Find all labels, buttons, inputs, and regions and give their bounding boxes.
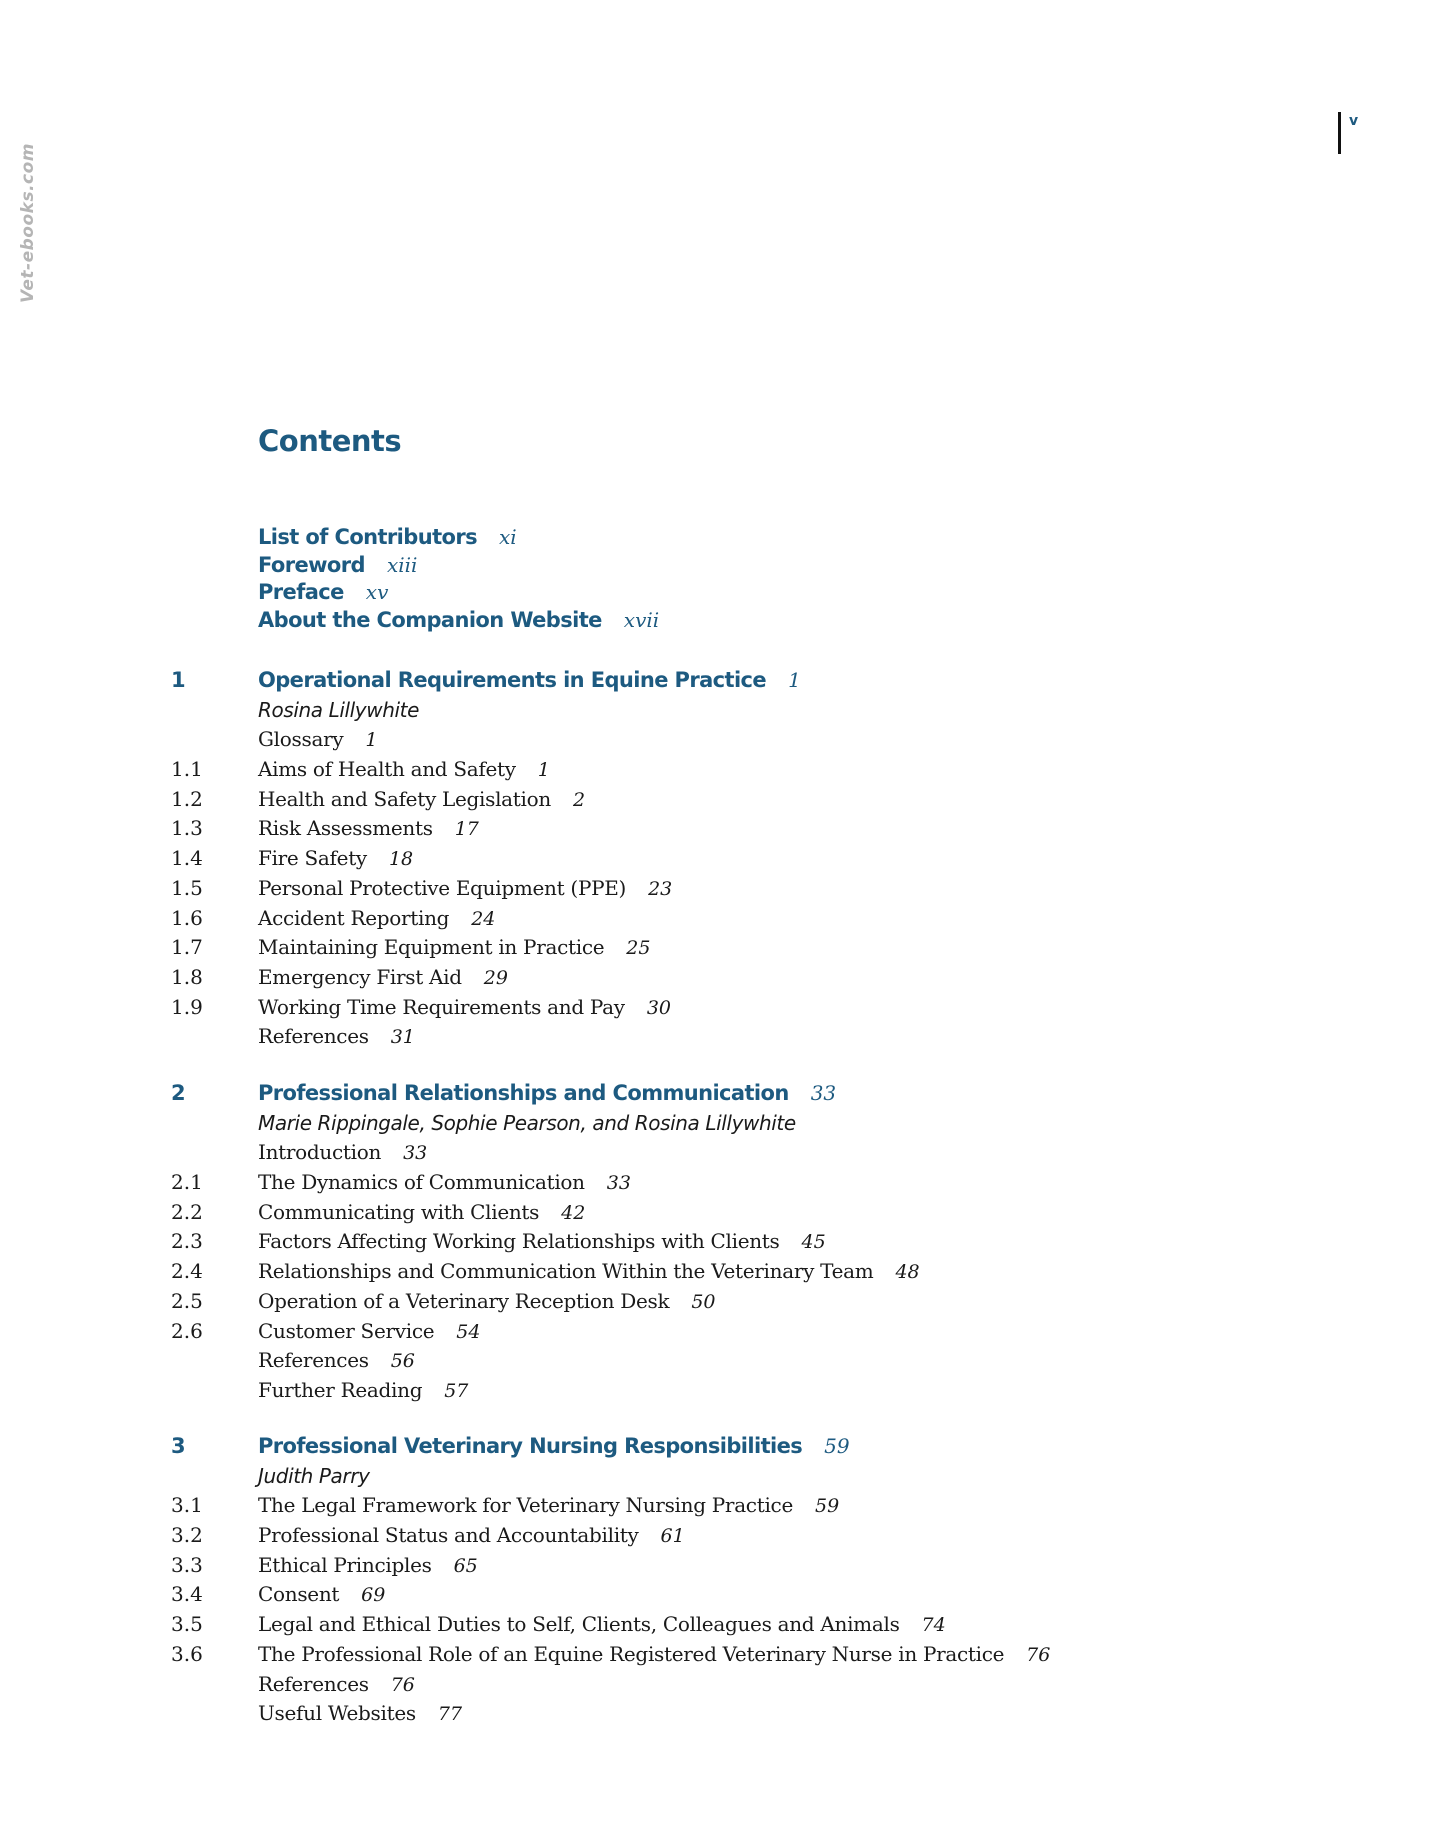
section-number: 2.2 bbox=[171, 1199, 203, 1224]
toc-entry[interactable] bbox=[0, 874, 1445, 904]
toc-entry-line bbox=[258, 1376, 468, 1407]
toc-entry[interactable] bbox=[0, 1138, 1445, 1168]
chapter-author-row bbox=[0, 696, 1445, 726]
toc-entry[interactable] bbox=[0, 1699, 1445, 1729]
toc-entry[interactable] bbox=[0, 1198, 1445, 1228]
toc-entry-line bbox=[258, 1168, 631, 1199]
section-number: 1.7 bbox=[171, 935, 203, 960]
section-title: Accident Reporting bbox=[258, 905, 450, 930]
chapter-title: Operational Requirements in Equine Practice bbox=[258, 668, 767, 692]
toc-entry[interactable] bbox=[0, 933, 1445, 963]
section-title: Customer Service bbox=[258, 1318, 435, 1343]
section-page: 65 bbox=[453, 1554, 478, 1577]
toc-entry-line bbox=[258, 1640, 1050, 1671]
toc-entry-line bbox=[258, 933, 650, 964]
chapter-heading[interactable] bbox=[0, 666, 1445, 696]
section-number: 2.1 bbox=[171, 1170, 203, 1195]
chapter-title-line bbox=[258, 1079, 836, 1110]
section-page: 17 bbox=[454, 818, 479, 841]
toc-entry[interactable] bbox=[0, 1610, 1445, 1640]
section-number: 2.4 bbox=[171, 1259, 203, 1284]
toc-entry[interactable] bbox=[0, 1257, 1445, 1287]
section-number: 1.1 bbox=[171, 757, 203, 782]
toc-item-page: xiii bbox=[386, 552, 418, 577]
section-title: Risk Assessments bbox=[258, 816, 433, 841]
section-page: 45 bbox=[801, 1231, 826, 1254]
toc-entry[interactable] bbox=[0, 993, 1445, 1023]
toc-entry[interactable] bbox=[0, 1287, 1445, 1317]
section-title: Useful Websites bbox=[258, 1701, 416, 1726]
toc-entry-line bbox=[258, 993, 671, 1024]
section-title: Consent bbox=[258, 1582, 340, 1607]
toc-entry-line bbox=[258, 755, 550, 786]
section-number: 1.4 bbox=[171, 846, 203, 871]
watermark-text: Vet-ebooks.com bbox=[18, 142, 38, 304]
section-page: 57 bbox=[444, 1379, 469, 1402]
toc-item-page: xv bbox=[365, 580, 389, 604]
section-number: 1.5 bbox=[171, 875, 203, 900]
chapter-page: 59 bbox=[824, 1434, 850, 1458]
toc-entry-line bbox=[258, 1227, 826, 1258]
toc-entry[interactable] bbox=[0, 1227, 1445, 1257]
section-page: 61 bbox=[660, 1525, 685, 1548]
section-page: 31 bbox=[390, 1026, 415, 1049]
section-number: 3.1 bbox=[171, 1493, 203, 1518]
toc-entry-line bbox=[258, 1346, 415, 1377]
toc-entry-line bbox=[258, 1198, 585, 1229]
chapter-heading[interactable] bbox=[0, 1432, 1445, 1462]
section-title: The Legal Framework for Veterinary Nursing Practice bbox=[258, 1493, 793, 1518]
section-title: References bbox=[258, 1024, 369, 1049]
toc-item-label: List of Contributors bbox=[258, 525, 477, 549]
toc-entry[interactable] bbox=[0, 1521, 1445, 1551]
section-title: The Professional Role of an Equine Registered Veterinary Nurse in Practice bbox=[258, 1641, 1005, 1666]
section-page: 69 bbox=[361, 1584, 386, 1607]
chapter-1-block bbox=[0, 666, 1445, 1052]
section-title: The Dynamics of Communication bbox=[258, 1170, 585, 1195]
toc-item-label: Foreword bbox=[258, 552, 365, 577]
toc-entry-line bbox=[258, 874, 672, 905]
section-page: 76 bbox=[390, 1673, 415, 1696]
toc-entry-line bbox=[258, 1287, 716, 1318]
section-page: 77 bbox=[437, 1703, 463, 1726]
toc-entry[interactable] bbox=[0, 1022, 1445, 1052]
section-title: Health and Safety Legislation bbox=[258, 786, 551, 811]
toc-entry[interactable] bbox=[0, 1168, 1445, 1198]
chapter-number: 1 bbox=[171, 668, 186, 692]
section-title: Glossary bbox=[258, 727, 344, 752]
section-page: 74 bbox=[921, 1614, 946, 1637]
toc-entry[interactable] bbox=[0, 1551, 1445, 1581]
chapter-page: 33 bbox=[810, 1081, 837, 1105]
section-number: 1.6 bbox=[171, 905, 203, 930]
toc-entry-line bbox=[258, 725, 377, 756]
toc-entry-line bbox=[258, 1491, 839, 1522]
chapter-heading[interactable] bbox=[0, 1079, 1445, 1109]
toc-entry[interactable] bbox=[0, 1640, 1445, 1670]
section-title: Factors Affecting Working Relationships with Clients bbox=[258, 1229, 780, 1254]
toc-item-companion-website[interactable] bbox=[258, 607, 659, 635]
section-title: Aims of Health and Safety bbox=[258, 757, 516, 782]
toc-entry-line bbox=[258, 1551, 478, 1582]
toc-entry[interactable] bbox=[0, 725, 1445, 755]
section-title: Professional Status and Accountability bbox=[258, 1523, 639, 1548]
toc-entry[interactable] bbox=[0, 844, 1445, 874]
section-page: 33 bbox=[606, 1172, 631, 1195]
chapter-title: Professional Relationships and Communication bbox=[258, 1081, 789, 1105]
page-number: v bbox=[1338, 112, 1358, 154]
section-number: 2.5 bbox=[171, 1288, 203, 1313]
section-title: Relationships and Communication Within the Veterinary Team bbox=[258, 1259, 874, 1284]
chapter-2-block bbox=[0, 1079, 1445, 1406]
toc-entry-line bbox=[258, 1317, 480, 1348]
section-page: 48 bbox=[895, 1261, 920, 1284]
chapter-number: 2 bbox=[171, 1081, 186, 1105]
chapter-author: Rosina Lillywhite bbox=[258, 697, 419, 722]
section-title: References bbox=[258, 1348, 369, 1373]
toc-entry-line bbox=[258, 1022, 415, 1053]
toc-entry-line bbox=[258, 1580, 385, 1611]
section-page: 50 bbox=[691, 1290, 716, 1313]
front-matter-list bbox=[258, 524, 659, 634]
section-number: 1.3 bbox=[171, 816, 203, 841]
chapter-author: Judith Parry bbox=[258, 1463, 370, 1488]
section-number: 3.6 bbox=[171, 1641, 203, 1666]
section-title: Further Reading bbox=[258, 1377, 423, 1402]
toc-entry[interactable] bbox=[0, 1491, 1445, 1521]
toc-item-preface[interactable] bbox=[258, 579, 659, 607]
section-number: 3.2 bbox=[171, 1523, 203, 1548]
section-page: 42 bbox=[561, 1201, 586, 1224]
section-title: Emergency First Aid bbox=[258, 964, 462, 989]
toc-entry-line bbox=[258, 844, 413, 875]
section-page: 24 bbox=[471, 907, 496, 930]
toc-entry-line bbox=[258, 1699, 462, 1730]
toc-item-page: xvii bbox=[623, 607, 660, 632]
toc-entry-line bbox=[258, 814, 479, 845]
toc-entry[interactable] bbox=[0, 755, 1445, 785]
toc-item-label: Preface bbox=[258, 580, 344, 604]
section-page: 29 bbox=[483, 966, 508, 989]
section-title: Fire Safety bbox=[258, 846, 367, 871]
chapter-number: 3 bbox=[171, 1434, 186, 1458]
toc-entry[interactable] bbox=[0, 1670, 1445, 1700]
section-number: 3.3 bbox=[171, 1552, 203, 1577]
toc-entry-line bbox=[258, 785, 585, 816]
section-number: 2.6 bbox=[171, 1318, 203, 1343]
chapter-3-block bbox=[0, 1432, 1445, 1729]
toc-item-contributors[interactable] bbox=[258, 524, 659, 552]
section-page: 23 bbox=[648, 877, 673, 900]
page-title: Contents bbox=[258, 424, 402, 458]
section-title: Operation of a Veterinary Reception Desk bbox=[258, 1288, 670, 1313]
chapter-author-row bbox=[0, 1462, 1445, 1492]
toc-item-label: About the Companion Website bbox=[258, 607, 602, 632]
toc-item-foreword[interactable] bbox=[258, 552, 659, 580]
toc-entry-line bbox=[258, 1138, 427, 1169]
section-title: References bbox=[258, 1671, 369, 1696]
toc-entry[interactable] bbox=[0, 785, 1445, 815]
section-title: Ethical Principles bbox=[258, 1552, 432, 1577]
toc-item-page: xi bbox=[499, 525, 517, 549]
chapter-title-line bbox=[258, 666, 801, 697]
section-page: 59 bbox=[814, 1495, 840, 1518]
section-number: 1.8 bbox=[171, 964, 203, 989]
watermark bbox=[8, 142, 48, 304]
section-title: Legal and Ethical Duties to Self, Clients, Colleagues and Animals bbox=[258, 1612, 900, 1637]
toc-entry[interactable] bbox=[0, 1580, 1445, 1610]
toc-entry-line bbox=[258, 1670, 415, 1701]
toc-entry[interactable] bbox=[0, 1346, 1445, 1376]
section-title: Communicating with Clients bbox=[258, 1199, 540, 1224]
section-number: 1.2 bbox=[171, 786, 203, 811]
section-page: 1 bbox=[537, 759, 550, 782]
toc-entry[interactable] bbox=[0, 963, 1445, 993]
section-page: 1 bbox=[365, 729, 378, 752]
toc-entry-line bbox=[258, 1610, 946, 1641]
section-title: Maintaining Equipment in Practice bbox=[258, 935, 605, 960]
section-title: Introduction bbox=[258, 1140, 382, 1165]
toc-entry-line bbox=[258, 904, 495, 935]
section-page: 25 bbox=[626, 937, 651, 960]
section-title: Working Time Requirements and Pay bbox=[258, 994, 625, 1019]
toc-entry[interactable] bbox=[0, 904, 1445, 934]
section-number: 3.4 bbox=[171, 1582, 203, 1607]
section-page: 56 bbox=[390, 1350, 415, 1373]
chapter-title: Professional Veterinary Nursing Responsibilities bbox=[258, 1434, 803, 1458]
section-page: 2 bbox=[572, 788, 586, 811]
toc-entry[interactable] bbox=[0, 1317, 1445, 1347]
section-number: 2.3 bbox=[171, 1229, 203, 1254]
toc-entry-line bbox=[258, 963, 508, 994]
section-page: 54 bbox=[456, 1320, 481, 1343]
chapter-author: Marie Rippingale, Sophie Pearson, and Rosina Lillywhite bbox=[258, 1110, 796, 1135]
toc-entry-line bbox=[258, 1257, 920, 1288]
chapter-page: 1 bbox=[788, 668, 801, 692]
section-page: 18 bbox=[388, 848, 414, 871]
toc-entry-line bbox=[258, 1521, 685, 1552]
section-title: Personal Protective Equipment (PPE) bbox=[258, 875, 627, 900]
chapter-author-row bbox=[0, 1109, 1445, 1139]
section-page: 76 bbox=[1026, 1643, 1051, 1666]
toc-entry[interactable] bbox=[0, 814, 1445, 844]
chapter-title-line bbox=[258, 1432, 850, 1463]
section-number: 1.9 bbox=[171, 994, 203, 1019]
section-number: 3.5 bbox=[171, 1612, 203, 1637]
toc-entry[interactable] bbox=[0, 1376, 1445, 1406]
section-page: 30 bbox=[646, 996, 671, 1019]
section-page: 33 bbox=[403, 1142, 428, 1165]
